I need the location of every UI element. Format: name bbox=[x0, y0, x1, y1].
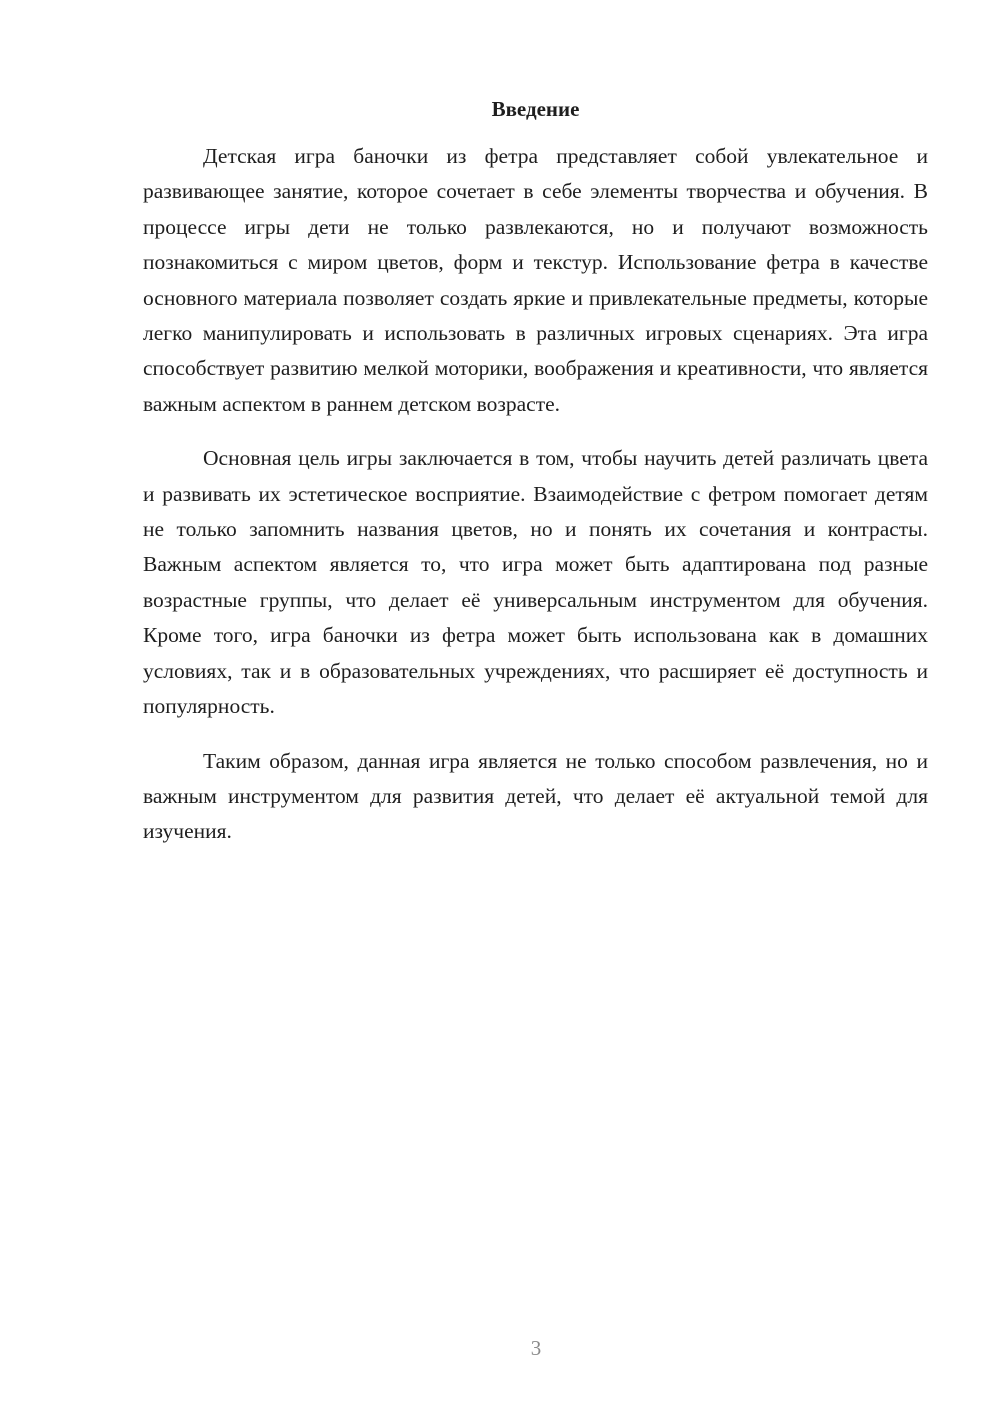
paragraph-1: Детская игра баночки из фетра представляет собой увлекательное и развивающее занятие, которое сочетает в себе элементы творчества и обучения. В процессе игры дети не только развлекаются, но и получают возможность познакомиться с миром цветов, форм и текстур. Использование фетра в качестве основного материала позволяет создать яркие и привлекательные предметы, которые легко манипулировать и использовать в различных игровых сценариях. Эта игра способствует развитию мелкой моторики, воображения и креативности, что является важным аспектом в раннем детском возрасте. bbox=[143, 144, 928, 416]
paragraph-3: Таким образом, данная игра является не только способом развлечения, но и важным инструментом для развития детей, что делает её актуальной темой для изучения. bbox=[143, 748, 928, 844]
section-heading: Введение bbox=[491, 97, 580, 121]
page-number: 3 bbox=[530, 1336, 542, 1360]
paragraph-2: Основная цель игры заключается в том, чтобы научить детей различать цвета и развивать их эстетическое восприятие. Взаимодействие с фетром помогает детям не только запомнить названия цветов, но и понять их сочетания и контрасты. Важным аспектом является то, что игра может быть адаптирована под разные возрастные группы, что делает её универсальным инструментом для обучения. Кроме того, игра баночки из фетра может быть использована как в домашних условиях, так и в образовательных учреждениях, что расширяет её доступность и популярность. bbox=[143, 446, 928, 719]
page-content bbox=[143, 92, 928, 869]
